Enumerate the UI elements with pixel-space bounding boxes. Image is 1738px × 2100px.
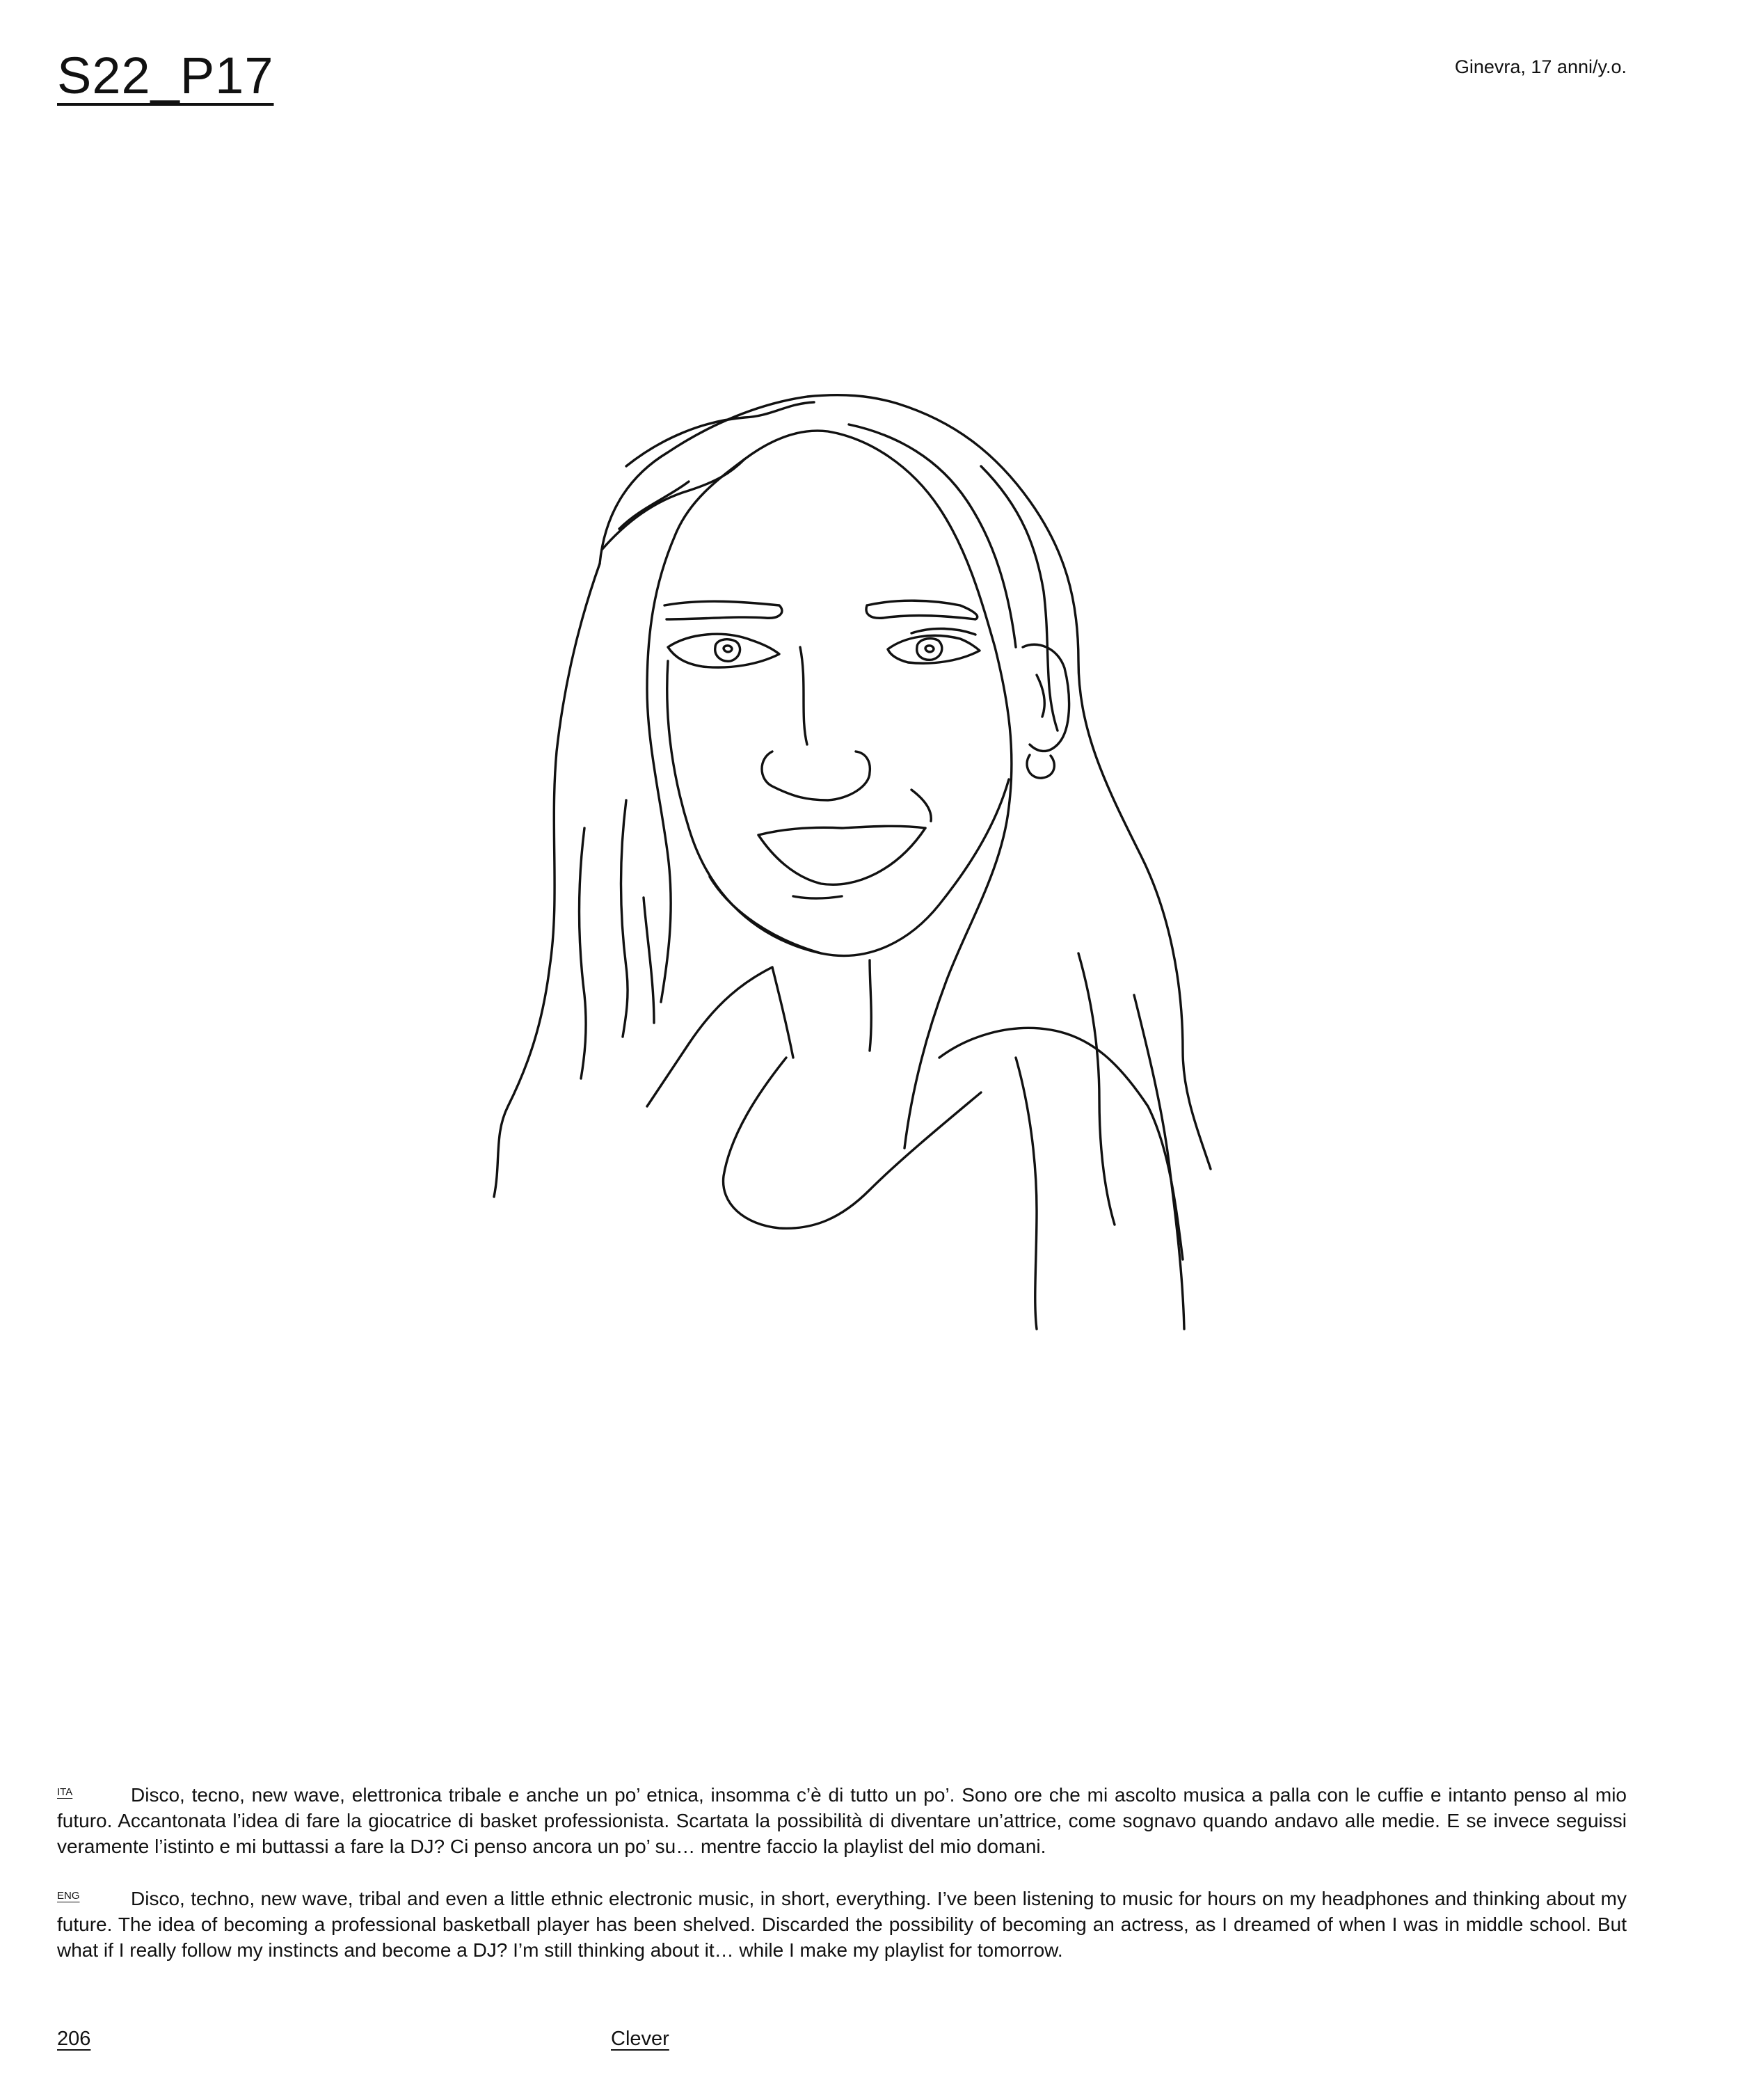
- left-iris: [715, 639, 740, 662]
- ear-inner: [1037, 675, 1044, 717]
- hair-strand-lower-left-3: [644, 898, 654, 1023]
- hair-strand-lower-left-2: [621, 800, 628, 1037]
- portrait-line-drawing: [480, 299, 1259, 1371]
- neck-left: [772, 967, 793, 1058]
- language-tag-eng: ENG: [57, 1890, 80, 1902]
- italian-paragraph: Disco, tecno, new wave, elettronica tribale e anche un po’ etnica, insomma c’è di tutto un po’. Sono ore che mi ascolto musica a palla con le cuffie e intanto penso al mio futuro. Accantonata l’idea di fare la giocatrice di basket professionista. Scartata la possibilità di diventare un’attrice, come sognavo quando andavo alle medie. E se invece seguissi veramente l’istinto e mi buttassi a fare la DJ? Ci penso ancora un po’ su… mentre faccio la playlist del mio domani.: [57, 1784, 1627, 1857]
- hair-top: [600, 395, 1211, 1169]
- page-number: 206: [57, 2028, 91, 2050]
- left-pupil: [724, 646, 732, 652]
- right-eyebrow: [866, 600, 978, 619]
- hair-part-left: [647, 459, 744, 1002]
- hair-strand-far-right: [981, 466, 1058, 731]
- italian-text-block: [57, 1782, 1627, 1859]
- hair-outline-left: [494, 564, 600, 1197]
- page-code-title: S22_P17: [57, 47, 274, 104]
- hair-strand-lower-right-1: [1078, 953, 1115, 1225]
- english-paragraph: Disco, techno, new wave, tribal and even a little ethnic electronic music, in short, everything. I’ve been listening to music for hours on my headphones and thinking about my future. The idea of becoming a professional basketball player has been shelved. Discarded the possibility of becoming an actress, as I dreamed of when I was in middle school. But what if I really follow my instincts and become a DJ? I’m still thinking about it… while I make my playlist for tomorrow.: [57, 1888, 1627, 1961]
- shoulder-right: [939, 1028, 1183, 1259]
- cheek-line: [911, 790, 931, 821]
- right-iris: [917, 639, 942, 660]
- nose-bottom: [762, 751, 870, 800]
- lower-lip: [758, 828, 925, 884]
- right-eye-lash: [911, 628, 975, 635]
- neck-right: [870, 960, 871, 1051]
- face-outline: [667, 661, 1009, 956]
- earring: [1027, 755, 1054, 778]
- hair-strand-2: [602, 459, 744, 550]
- language-tag-ita: ITA: [57, 1786, 73, 1798]
- collarbone: [724, 1058, 981, 1228]
- left-eyebrow: [664, 601, 782, 619]
- hair-strand-lower-right-3: [1016, 1058, 1037, 1329]
- hair-strand-lower-left-1: [580, 828, 587, 1079]
- hair-strand-lower-right-2: [1134, 995, 1184, 1329]
- section-name-link[interactable]: Clever: [611, 2028, 669, 2050]
- shoulder-left: [647, 967, 772, 1106]
- ear: [1023, 644, 1069, 751]
- english-text-block: [57, 1886, 1627, 1963]
- jaw-line: [710, 877, 821, 953]
- chin-line: [793, 896, 842, 898]
- right-pupil: [925, 646, 934, 652]
- subject-name-age: Ginevra, 17 anni/y.o.: [1454, 56, 1627, 77]
- upper-lip: [758, 826, 925, 835]
- hair-strand-1: [626, 402, 814, 466]
- nose-line: [800, 647, 807, 745]
